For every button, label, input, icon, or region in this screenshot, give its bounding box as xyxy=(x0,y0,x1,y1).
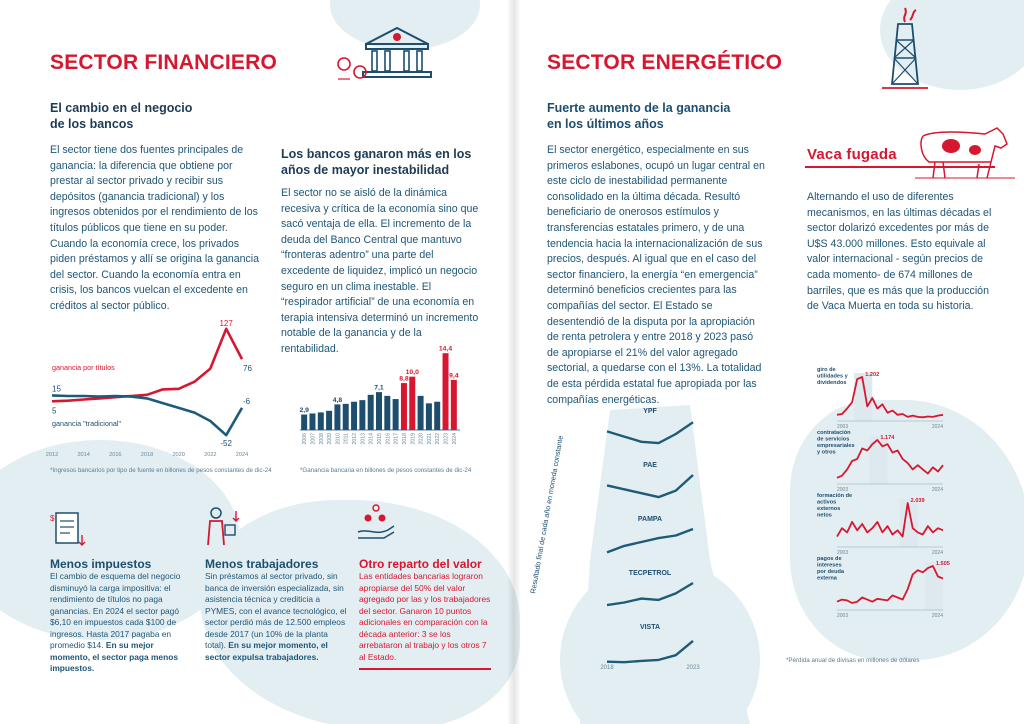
x-tick-label: 2018 xyxy=(600,665,614,671)
multiple-line xyxy=(837,503,943,537)
x-tick-label: 2024 xyxy=(931,613,943,619)
bar-2012 xyxy=(351,402,357,430)
x-tick-label: 2024 xyxy=(235,452,249,458)
bar-category-label: 2014 xyxy=(368,433,375,445)
bank-profit-bar-chart xyxy=(300,342,465,464)
bar-category-label: 2011 xyxy=(343,433,350,445)
company-line xyxy=(607,583,693,605)
x-tick-label: 2016 xyxy=(109,452,122,458)
x-tick-label: 2023 xyxy=(686,665,700,671)
multiple-label: dividendos xyxy=(817,380,847,386)
bar-2006 xyxy=(301,415,307,430)
multiple-line xyxy=(837,377,943,417)
oil-derrick-icon xyxy=(880,12,930,92)
multiple-label: externos xyxy=(817,506,841,512)
bar-category-label: 2024 xyxy=(451,433,458,445)
box1-text xyxy=(50,571,190,675)
series-end-label: 76 xyxy=(243,364,252,374)
series-start-label: 5 xyxy=(52,406,57,416)
multiple-peak-label: 2.039 xyxy=(910,498,925,504)
bar-value-label: 2,9 xyxy=(299,407,309,415)
multiple-label: giro de xyxy=(817,367,836,373)
vaca-title: Vaca fugada xyxy=(807,146,897,163)
bar-2009 xyxy=(326,411,332,430)
box1-bold: En su mejor momento, el sector paga menos impuestos. xyxy=(50,640,178,673)
bar-2015 xyxy=(376,392,382,430)
company-label: PAE xyxy=(643,462,657,469)
series-end-label: -6 xyxy=(243,396,251,406)
bar-2018 xyxy=(401,383,407,430)
bar-2007 xyxy=(309,413,315,430)
x-tick-label: 2024 xyxy=(931,487,943,493)
company-line xyxy=(607,475,693,497)
bar-category-label: 2019 xyxy=(410,433,417,445)
x-tick-label: 2018 xyxy=(140,452,154,458)
x-tick-label: 2020 xyxy=(172,452,185,458)
company-label: YPF xyxy=(643,408,657,415)
right-page-title: SECTOR ENERGÉTICO xyxy=(547,51,783,74)
box3-title: Otro reparto del valor xyxy=(359,557,482,571)
x-tick-label: 2003 xyxy=(837,487,849,493)
bank-income-line-chart xyxy=(45,318,255,463)
money-hand-icon xyxy=(354,502,398,548)
bar-category-label: 2006 xyxy=(302,433,309,445)
series-line xyxy=(52,395,242,435)
col2-title: Los bancos ganaron más en los años de mayor inestabilidad xyxy=(281,147,472,177)
bar-2019 xyxy=(409,377,415,430)
footnote-line-chart: *Ingresos bancarios por tipo de fuente en billones de pesos constantes de dic-24 xyxy=(50,467,272,474)
bar-value-label: 8,8 xyxy=(399,375,409,383)
multiple-label: activos xyxy=(817,499,837,506)
company-label: VISTA xyxy=(639,624,661,631)
col2-body: El sector no se aisló de la dinámica recesiva y crítica de la economía sino que sacó ventaja de ella. El incremento de la deuda del Banco Central que mantuvo “fronteras adentro” una parte del excedente de liquidez, implicó un negocio seguro en un clima inestable. El “respirador artificial” de una economía en terapia intensiva determinó un incremento notable de la ganancia y de la rentabilidad. xyxy=(281,187,479,355)
bar-2008 xyxy=(318,412,324,430)
bar-category-label: 2016 xyxy=(385,433,392,445)
vaca-body: Alternando el uso de diferentes mecanismos, en las últimas décadas el sector dolarizó excedentes por más de U$S 43.000 millones. Esto equivale al valor internacional - según precios de cada momento- de 674 millones de barriles, que es más que la producción de Vaca Muerta en toda su historia. xyxy=(807,191,992,313)
box2-text xyxy=(205,571,347,663)
x-tick-label: 2024 xyxy=(931,424,943,430)
box2-title: Menos trabajadores xyxy=(205,557,319,571)
multiple-label: utilidades y xyxy=(817,373,848,380)
series-trough-label: -52 xyxy=(220,439,232,449)
bar-category-label: 2013 xyxy=(360,433,367,445)
bar-category-label: 2018 xyxy=(401,433,408,445)
bar-category-label: 2008 xyxy=(318,433,325,445)
box2-bold: En su mejor momento, el sector expulsa trabajadores. xyxy=(205,640,328,662)
multiple-peak-label: 1.505 xyxy=(935,561,950,567)
multiple-label: contratación xyxy=(817,430,851,436)
x-tick-label: 2024 xyxy=(931,550,943,556)
multiple-peak-label: 1.174 xyxy=(880,435,895,441)
box1-body: El cambio de esquema del negocio disminuyó la carga impositiva: el rendimiento de títulos no paga ganancias. En 2024 el sector pagó $6,10 en impuestos cada $100 de ingresos. Hasta 2017 pagaba en promedio $14. xyxy=(50,571,181,650)
bar-category-label: 2020 xyxy=(418,433,425,445)
bar-2011 xyxy=(343,404,349,430)
x-tick-label: 2022 xyxy=(204,452,217,458)
box2-body: Sin préstamos al sector privado, sin banca de inversión especializada, sin asistencia técnica y crediticia a PYMES, con el avance tecnológico, el sector perdió más de 12.500 empleos desde 2017 (un 10% de la planta total). xyxy=(205,571,347,650)
right-subtitle: Fuerte aumento de la ganancia en los últimos años xyxy=(547,101,731,131)
multiple-label: formación de xyxy=(817,493,853,499)
bar-2016 xyxy=(384,396,390,430)
multiple-label: pagos de xyxy=(817,556,842,562)
left-page-title: SECTOR FINANCIERO xyxy=(50,51,278,74)
worker-icon xyxy=(198,505,242,551)
coins-icon xyxy=(334,54,374,84)
x-tick-label: 2014 xyxy=(77,452,90,458)
bar-category-label: 2009 xyxy=(327,433,334,445)
bar-2010 xyxy=(334,404,340,430)
x-tick-label: 2012 xyxy=(45,452,59,458)
bar-value-label: 9,4 xyxy=(449,372,459,380)
bar-2022 xyxy=(434,402,440,430)
series-peak-label: 127 xyxy=(219,318,233,328)
bar-category-label: 2017 xyxy=(393,433,400,445)
bar-value-label: 14,4 xyxy=(438,345,453,353)
multiple-label: netos xyxy=(817,512,832,519)
left-intro-text: El sector tiene dos fuentes principales de ganancia: la diferencia que obtiene por prestar al sector privado y recibir sus depósitos (ganancia tradicional) y los ingresos obtenidos por el rendimiento de los títulos públicos que tiene en su poder. Cuando la economía crece, los privados piden préstamos y allí se origina la ganancia del sector. Cuando la economía entra en crisis, los bancos vuelcan el excedente en créditos al sector público. xyxy=(50,144,260,312)
bar-category-label: 2007 xyxy=(310,433,317,445)
bar-value-label: 10,0 xyxy=(405,369,419,377)
bar-2020 xyxy=(418,396,424,430)
bar-2024 xyxy=(451,380,457,430)
company-line xyxy=(607,529,693,552)
box1-title: Menos impuestos xyxy=(50,557,152,571)
company-line xyxy=(607,422,693,443)
bar-category-label: 2022 xyxy=(435,433,442,445)
bar-2017 xyxy=(393,399,399,430)
page-gutter xyxy=(507,0,521,724)
divisas-small-multiples xyxy=(815,365,950,620)
legend-tradicional: ganancia "tradicional" xyxy=(52,419,122,428)
bar-category-label: 2023 xyxy=(443,433,450,445)
company-label: TECPETROL xyxy=(628,570,672,577)
multiple-label: empresariales xyxy=(817,443,855,449)
bar-2021 xyxy=(426,403,432,430)
right-body-text: El sector energético, especialmente en sus primeros eslabones, ocupó un lugar central en este ciclo de inestabilidad permanente consolidado en la última década. Resultó beneficiario de onerosos estímulos y transferencias estatales primero, y de una tendencia hacia la internacionalización de sus precios, después. Al igual que en el caso del sector financiero, la energía “en emergencia” determinó beneficios crecientes para las compañías del sector. El Estado se desentendió de la disputa por la apropiación de renta petrolera y entre 2018 y 2023 pasó de apropiarse el 21% del valor agregado sectorial, a quedarse con el 13%. La totalidad de esta pérdida estatal fue apropiada por las compañías energéticas. xyxy=(547,144,765,406)
svg-text:$: $ xyxy=(50,514,55,523)
bar-2013 xyxy=(359,400,365,430)
bar-category-label: 2021 xyxy=(426,433,433,445)
bar-value-label: 4,8 xyxy=(332,396,343,404)
multiple-peak-label: 1.202 xyxy=(865,372,880,378)
left-subtitle: El cambio en el negocio de los bancos xyxy=(50,101,193,131)
highlight-band xyxy=(869,436,887,484)
cow-icon xyxy=(915,122,1015,182)
multiple-label: intereses xyxy=(817,562,842,569)
multiple-label: externa xyxy=(817,575,837,582)
y-axis-label: Resultado final de cada año en moneda constante xyxy=(528,434,565,595)
footnote-bar-chart: *Ganancia bancaria en billones de pesos constantes de dic-24 xyxy=(300,467,472,474)
bar-category-label: 2012 xyxy=(352,433,359,445)
document-icon xyxy=(48,509,88,549)
company-label: PAMPA xyxy=(637,516,663,523)
bar-category-label: 2015 xyxy=(377,433,383,445)
series-start-label: 15 xyxy=(52,384,61,394)
multiple-label: por deuda xyxy=(817,569,845,575)
bar-2014 xyxy=(368,395,374,430)
energy-companies-chart xyxy=(528,395,725,675)
x-tick-label: 2003 xyxy=(837,550,849,556)
box3-text: Las entidades bancarias lograron apropiarse del 50% del valor agregado por las y los trabajadores del sector. Ganaron 10 puntos adicionales en comparación con la década anterior: 3 se los arrebataron al trabajo y los otros 7 al Estado. xyxy=(359,571,491,662)
bar-value-label: 7,1 xyxy=(374,384,384,392)
multiple-label: de servicios xyxy=(817,436,850,443)
bar-category-label: 2010 xyxy=(335,433,342,445)
multiple-label: y otros xyxy=(817,449,836,456)
box3-underline xyxy=(359,668,491,670)
company-line xyxy=(607,641,693,662)
footnote-divisas: *Pérdida anual de divisas en millones de dólares xyxy=(786,657,920,664)
x-tick-label: 2003 xyxy=(837,424,849,430)
legend-titulos: ganancia por títulos xyxy=(52,363,115,372)
x-tick-label: 2003 xyxy=(837,613,849,619)
bar-2023 xyxy=(443,353,449,430)
